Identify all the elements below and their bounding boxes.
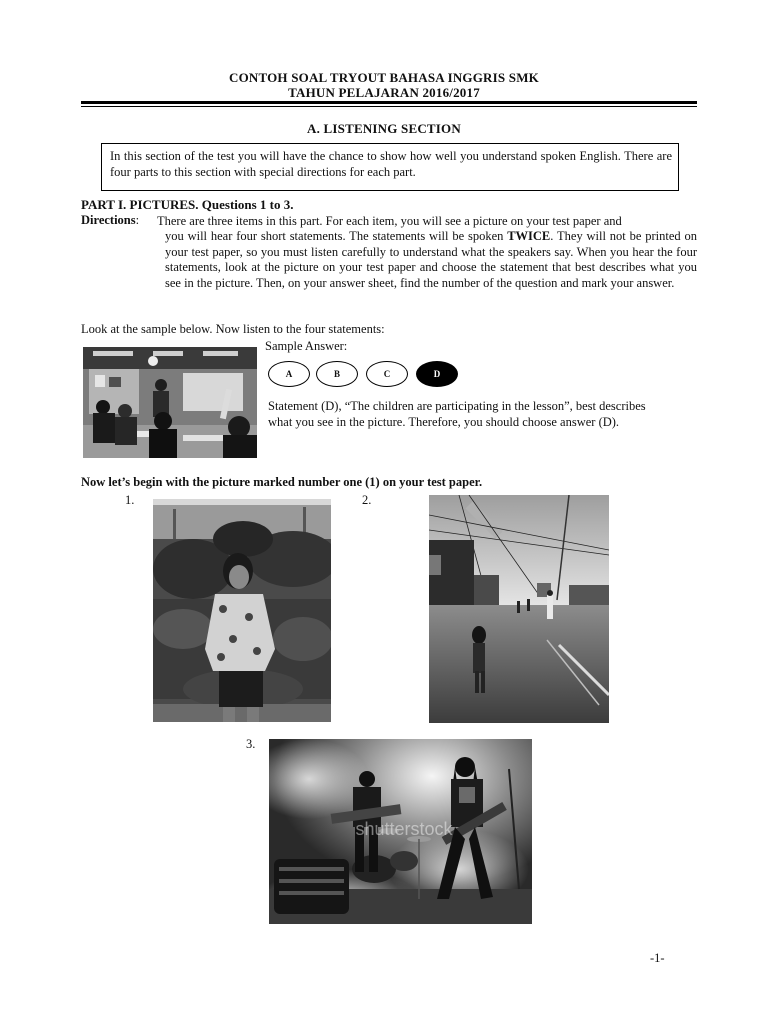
sample-explanation: Statement (D), “The children are participating in the lesson”, best describes what you see in the picture. Therefore, you should choose answer (D).	[268, 399, 646, 429]
question-number-1: 1.	[125, 493, 135, 507]
sample-answer-label: Sample Answer:	[265, 339, 348, 353]
part-heading: PART I. PICTURES. Questions 1 to 3.	[81, 197, 294, 212]
directions-emphasis: TWICE	[507, 229, 551, 243]
academic-year: TAHUN PELAJARAN 2016/2017	[288, 85, 480, 100]
question-number-2: 2.	[362, 493, 372, 507]
page-number: -1-	[650, 951, 665, 965]
classroom-image	[83, 347, 257, 458]
image-watermark: shutterstock	[355, 819, 453, 839]
sample-option-d-selected: D	[416, 361, 458, 387]
girl-in-garden-image	[153, 499, 331, 722]
directions-line1: There are three items in this part. For each item, you will see a picture on your test paper and	[157, 214, 622, 228]
sample-option-c: C	[366, 361, 408, 387]
header-rule-thick	[81, 101, 697, 104]
question-1-photo	[153, 499, 331, 722]
rock-band-image	[269, 739, 532, 924]
question-3-photo	[269, 739, 532, 924]
sample-lead: Look at the sample below. Now listen to the four statements:	[81, 322, 385, 336]
begin-instruction: Now let’s begin with the picture marked number one (1) on your test paper.	[81, 475, 483, 489]
directions-label: Directions:	[81, 213, 140, 227]
flooded-street-image	[429, 495, 609, 723]
sample-option-b: B	[316, 361, 358, 387]
sample-classroom-photo	[83, 347, 257, 458]
question-number-3: 3.	[246, 737, 256, 751]
question-2-photo	[429, 495, 609, 723]
section-intro-box: In this section of the test you will have the chance to show how well you understand spoken English. There are four parts to this section with special directions for each part.	[101, 143, 679, 191]
header-rule-thin	[81, 106, 697, 107]
directions-text: you will hear four short statements. The statements will be spoken TWICE. They will not be printed on your test paper, so you must listen carefully to understand what the speakers say. When you hear the four statements, look at the picture on your test paper and choose the statement that best describes what you see in the picture. Then, on your answer sheet, find the number of the question and mark your answer.	[165, 229, 697, 290]
section-title: A. LISTENING SECTION	[307, 121, 461, 136]
sample-option-a: A	[268, 361, 310, 387]
document-title: CONTOH SOAL TRYOUT BAHASA INGGRIS SMK	[229, 70, 539, 85]
